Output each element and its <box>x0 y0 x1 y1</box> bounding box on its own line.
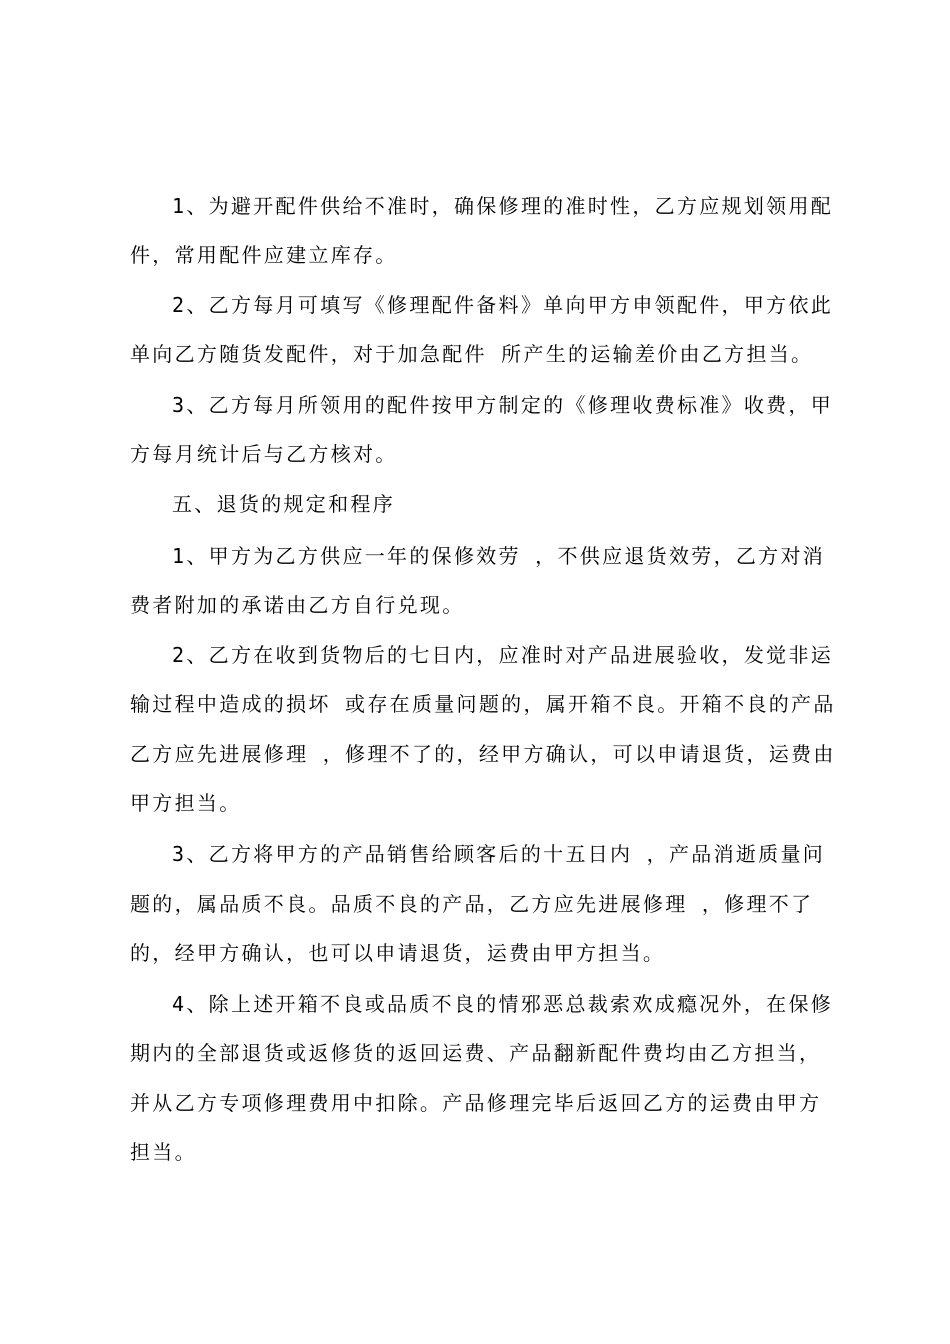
paragraph-6-line-1: 3、乙方将甲方的产品销售给顾客后的十五日内 ，产品消逝质量问 <box>172 842 826 866</box>
section-heading-returns: 五、退货的规定和程序 <box>172 492 395 516</box>
paragraph-7-line-1: 4、除上述开箱不良或品质不良的情邪恶总裁索欢成瘾况外，在保修 <box>172 992 834 1016</box>
paragraph-2-line-2: 单向乙方随货发配件，对于加急配件 所产生的运输差价由乙方担当。 <box>130 342 814 366</box>
paragraph-6-line-2: 题的，属品质不良。品质不良的产品，乙方应先进展修理 ，修理不了 <box>130 892 814 916</box>
paragraph-1-line-2: 件，常用配件应建立库存。 <box>130 243 398 267</box>
paragraph-5-line-2: 输过程中造成的损坏 或存在质量问题的，属开箱不良。开箱不良的产品 <box>130 692 836 716</box>
paragraph-5-line-3: 乙方应先进展修理 ，修理不了的，经甲方确认，可以申请退货，运费由 <box>130 742 836 766</box>
paragraph-3-line-2: 方每月统计后与乙方核对。 <box>130 442 398 466</box>
paragraph-3-line-1: 3、乙方每月所领用的配件按甲方制定的《修理收费标准》收费，甲 <box>172 393 834 417</box>
paragraph-1-line-1: 1、为避开配件供给不准时，确保修理的准时性，乙方应规划领用配 <box>172 194 834 218</box>
paragraph-4-line-2: 费者附加的承诺由乙方自行兑现。 <box>130 593 465 617</box>
paragraph-6-line-3: 的，经甲方确认，也可以申请退货，运费由甲方担当。 <box>130 941 666 965</box>
paragraph-7-line-3: 并从乙方专项修理费用中扣除。产品修理完毕后返回乙方的运费由甲方 <box>130 1091 822 1115</box>
paragraph-5-line-4: 甲方担当。 <box>130 791 242 815</box>
paragraph-2-line-1: 2、乙方每月可填写《修理配件备料》单向甲方申领配件，甲方依此 <box>172 293 834 317</box>
paragraph-7-line-2: 期内的全部退货或返修货的返回运费、产品翻新配件费均由乙方担当， <box>130 1041 822 1065</box>
paragraph-7-line-4: 担当。 <box>130 1140 197 1164</box>
paragraph-4-line-1: 1、甲方为乙方供应一年的保修效劳 ，不供应退货效劳，乙方对消 <box>172 544 826 568</box>
paragraph-5-line-1: 2、乙方在收到货物后的七日内，应准时对产品进展验收，发觉非运 <box>172 643 834 667</box>
